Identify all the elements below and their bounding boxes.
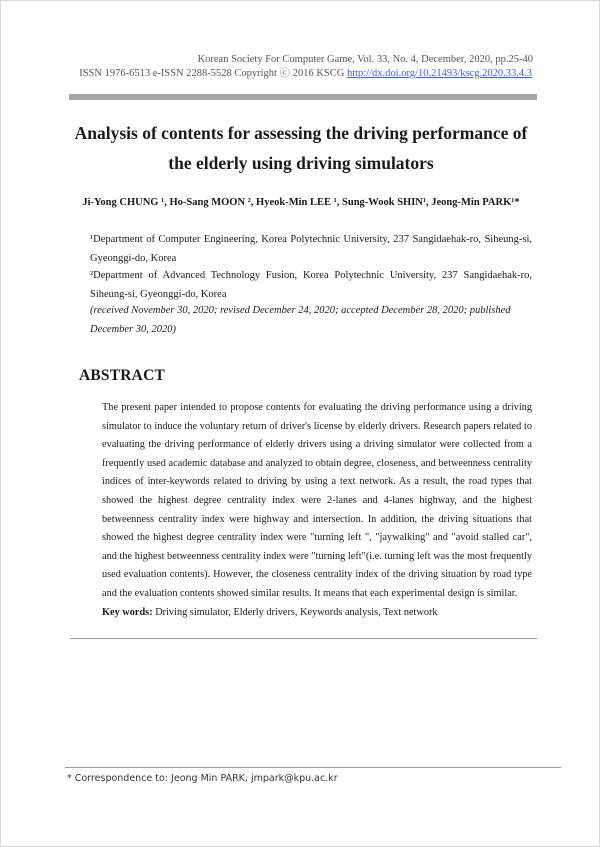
header-divider-bar bbox=[69, 94, 537, 100]
doi-link[interactable]: http://dx.doi.org/10.21493/kscg.2020.33.4.3 bbox=[346, 68, 532, 79]
abstract-body: The present paper intended to propose contents for evaluating the driving performance using a driving simulator to induce the voluntary return of driver's license by elderly drivers. Research papers related to evaluating the driving performance of elderly drivers using a driving simulator were collected from a frequently used academic database and analyzed to obtain degree, closeness, and betweenness centrality indices of inter-keywords related to driving by using a text network. As a result, the road types that showed the highest degree centrality index were 2-lanes and 4-lanes highway, and the highest betweenness centrality index were highway and intersection. In addition, the driving situations that showed the highest degree centrality index were "turning left ", "jaywalking" and "avoid stalled car", and the highest betweenness centrality index were "turning left"(i.e. turning left was the most frequently used evaluation contents). However, the closeness centrality index of the driving situation by road type and the evaluation contents showed similar results. It means that each experimental design is similar. bbox=[102, 402, 532, 599]
affiliation-1: ¹Department of Computer Engineering, Korea Polytechnic University, 237 Sangidaehak-ro, Siheung-si, Gyeonggi-do, Korea bbox=[90, 234, 532, 264]
footnote-divider bbox=[65, 767, 561, 768]
affiliation-2: ²Department of Advanced Technology Fusion, Korea Polytechnic University, 237 Sangidaehak-ro, Siheung-si, Gyeonggi-do, Korea bbox=[90, 270, 532, 300]
paper-title bbox=[41, 118, 561, 178]
received-dates: (received November 30, 2020; revised December 24, 2020; accepted December 28, 2020; published December 30, 2020) bbox=[90, 305, 511, 335]
keywords-label: Key words: bbox=[102, 607, 153, 618]
title-line-1: Analysis of contents for assessing the driving performance of bbox=[74, 123, 528, 143]
correspondence-footnote: * Correspondence to: Jeong Min PARK, jmpark@kpu.ac.kr bbox=[67, 773, 338, 784]
author-list: Ji-Yong CHUNG ¹, Ho-Sang MOON ², Hyeok-Min LEE ¹, Sung-Wook SHIN¹, Jeong-Min PARK¹* bbox=[82, 197, 520, 208]
title-line-2: the elderly using driving simulators bbox=[168, 153, 434, 173]
keywords-text: Driving simulator, Elderly drivers, Keywords analysis, Text network bbox=[155, 607, 438, 618]
issn-copyright-text: ISSN 1976-6513 e-ISSN 2288-5528 Copyright ⓒ 2016 KSCG bbox=[79, 68, 345, 79]
issn-line bbox=[79, 65, 532, 80]
abstract-heading: ABSTRACT bbox=[79, 367, 166, 384]
keywords bbox=[102, 607, 438, 618]
abstract-divider bbox=[70, 638, 537, 639]
journal-info-line: Korean Society For Computer Game, Vol. 33, No. 4, December, 2020, pp.25-40 bbox=[197, 54, 533, 65]
